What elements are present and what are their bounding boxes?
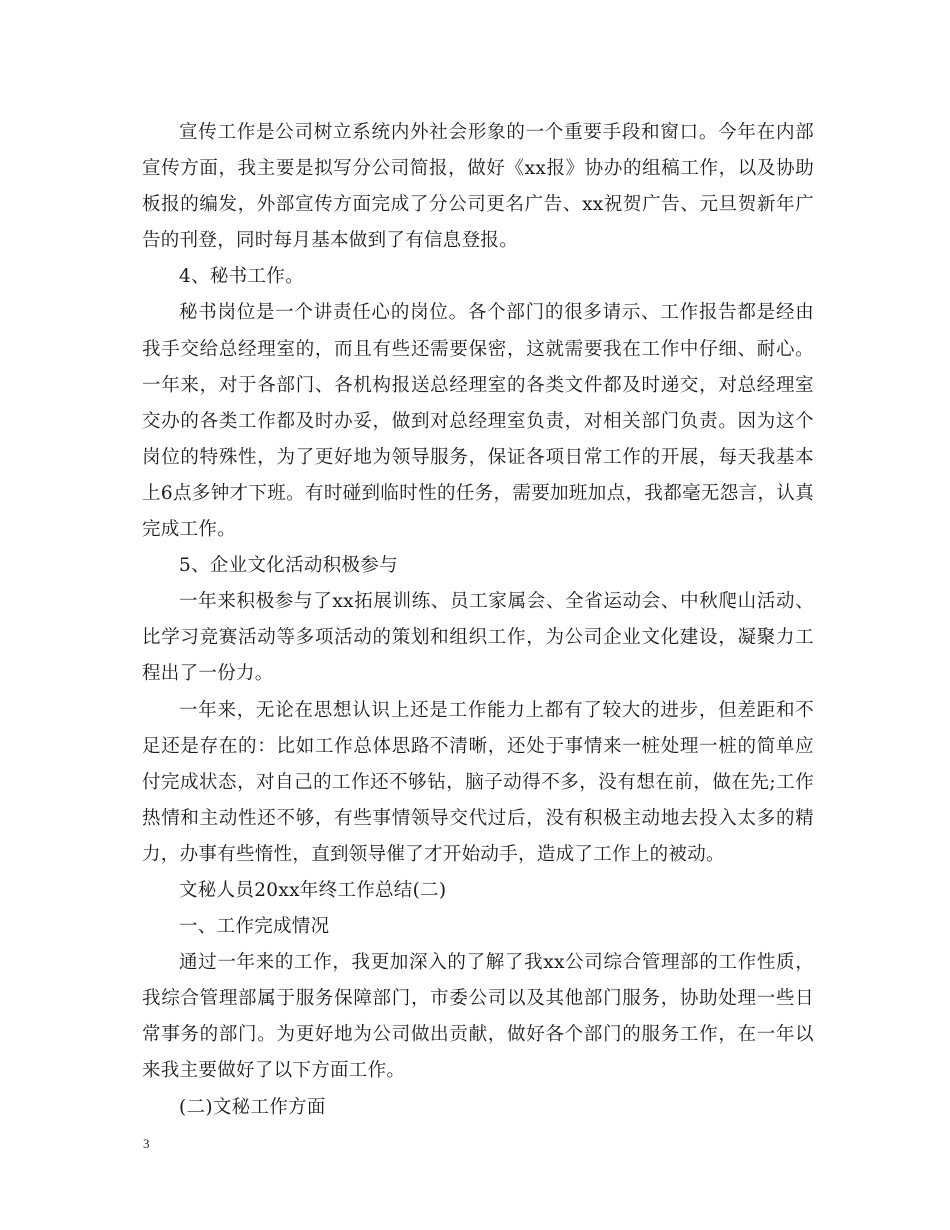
heading-clerical-work: (二)文秘工作方面 xyxy=(179,1096,326,1118)
paragraph-shortcomings: 一年来，无论在思想认识上还是工作能力上都有了较大的进步，但差距和不足还是存在的：比如工作总体思路不清晰，还处于事情来一桩处理一桩的简单应付完成状态，对自己的工作还不够钻，脑子动得不多，没有想在前，做在先;工作热情和主动性还不够，有些事情领导交代过后，没有积极主动地去投入太多的精力，办事有些惰性，直到领导催了才开始动手，造成了工作上的被动。 xyxy=(142,699,814,865)
document-body xyxy=(142,115,814,1126)
paragraph-secretary-duties: 秘书岗位是一个讲责任心的岗位。各个部门的很多请示、工作报告都是经由我手交给总经理室的，而且有些还需要保密，这就需要我在工作中仔细、耐心。一年来，对于各部门、各机构报送总经理室的各类文件都及时递交，对总经理室交办的各类工作都及时办妥，做到对总经理室负责，对相关部门负责。因为这个岗位的特殊性，为了更好地为领导服务，保证各项日常工作的开展，每天我基本上6点多钟才下班。有时碰到临时性的任务，需要加班加点，我都毫无怨言，认真完成工作。 xyxy=(142,302,814,541)
heading-secretary-work: 4、秘书工作。 xyxy=(179,266,304,288)
section-title-summary-two: 文秘人员20xx年终工作总结(二) xyxy=(179,879,447,901)
paragraph-corporate-activities: 一年来积极参与了xx拓展训练、员工家属会、全省运动会、中秋爬山活动、比学习竞赛活动等多项活动的策划和组织工作，为公司企业文化建设，凝聚力工程出了一份力。 xyxy=(142,591,814,685)
page-number: 3 xyxy=(143,1136,150,1151)
heading-work-completion: 一、工作完成情况 xyxy=(179,916,330,938)
paragraph-publicity: 宣传工作是公司树立系统内外社会形象的一个重要手段和窗口。今年在内部宣传方面，我主要是拟写分公司简报，做好《xx报》协办的组稿工作，以及协助板报的编发，外部宣传方面完成了分公司更名广告、xx祝贺广告、元旦贺新年广告的刊登，同时每月基本做到了有信息登报。 xyxy=(142,122,814,252)
heading-corporate-culture: 5、企业文化活动积极参与 xyxy=(179,555,398,577)
paragraph-department-overview: 通过一年来的工作，我更加深入的了解了我xx公司综合管理部的工作性质，我综合管理部属于服务保障部门，市委公司以及其他部门服务，协助处理一些日常事务的部门。为更好地为公司做出贡献，做好各个部门的服务工作，在一年以来我主要做好了以下方面工作。 xyxy=(142,952,814,1082)
